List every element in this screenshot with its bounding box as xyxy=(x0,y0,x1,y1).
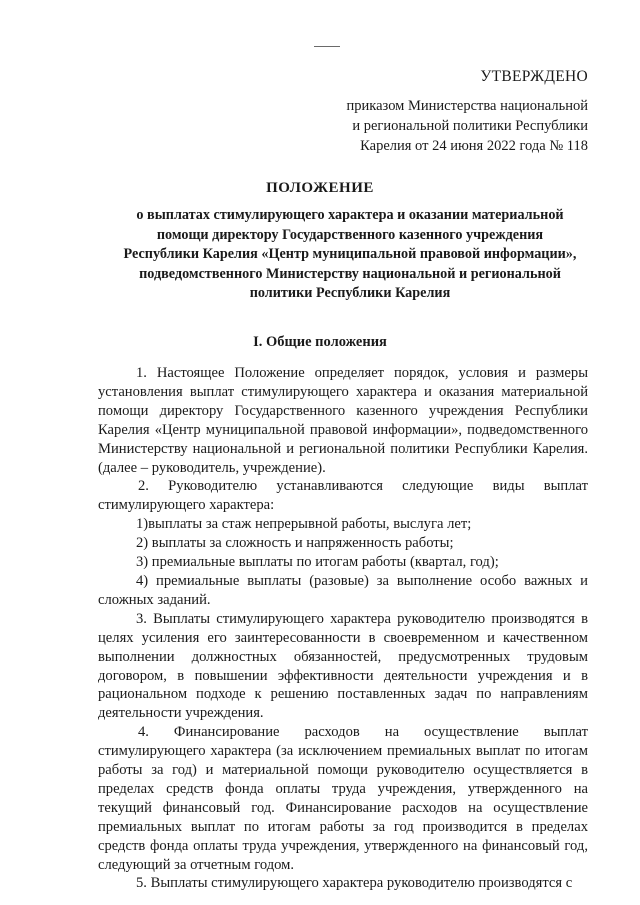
order-line: приказом Министерства национальной xyxy=(346,98,588,114)
document-title: ПОЛОЖЕНИЕ xyxy=(266,180,374,196)
paragraph-3: 3. Выплаты стимулирующего характера руководителю производятся в целях усиления его заинтересованности в своевременном и качественном выполнении должностных обязанностей, предусмотренных трудовым договором, в повышении эффективности деятельности учреждения и в рациональном подходе к решению поставленных задач по направлениям деятельности учреждения. xyxy=(98,610,588,722)
subtitle-line: политики Республики Карелия xyxy=(249,285,451,301)
order-line: и региональной политики Республики xyxy=(352,118,588,134)
list-item: 4) премиальные выплаты (разовые) за выполнение особо важных и сложных заданий. xyxy=(98,572,588,608)
approval-order-reference xyxy=(318,96,588,156)
subtitle-line: о выплатах стимулирующего характера и оказании материальной xyxy=(136,207,564,223)
list-item: 2) выплаты за сложность и напряженность работы; xyxy=(136,535,454,552)
approval-stamp-title: УТВЕРЖДЕНО xyxy=(480,68,588,85)
section-heading: I. Общие положения xyxy=(253,334,387,350)
list-item: 3) премиальные выплаты по итогам работы (квартал, год); xyxy=(136,554,499,571)
list-item: 1)выплаты за стаж непрерывной работы, выслуга лет; xyxy=(136,516,472,533)
paragraph-1: 1. Настоящее Положение определяет порядок, условия и размеры установления выплат стимулирующего характера и оказания материальной помощи директору Государственного казенного учреждения Республики Карелия «Центр муниципальной правовой информации», подведомственного Министерству национальной и региональной политики Республики Карелия. (далее – руководитель, учреждение). xyxy=(98,365,588,476)
document-subtitle xyxy=(100,206,600,304)
paragraph-4: 4. Финансирование расходов на осуществление выплат стимулирующего характера (за исключением премиальных выплат по итогам работы за год) и материальной помощи руководителю осуществляется в пределах средств фонда оплаты труда учреждения, утвержденного на текущий финансовый год. Финансирование расходов на осуществление премиальных выплат по итогам работы за год производится в пределах средств фонда оплаты труда учреждения, утвержденного на финансовый год, следующий за отчетным годом. xyxy=(98,724,588,873)
scan-mark xyxy=(314,46,340,47)
subtitle-line: Республики Карелия «Центр муниципальной правовой информации», xyxy=(123,246,577,262)
paragraph-5: 5. Выплаты стимулирующего характера руководителю производятся с xyxy=(136,875,573,892)
order-line: Карелия от 24 июня 2022 года № 118 xyxy=(360,138,588,154)
document-body xyxy=(98,364,588,893)
subtitle-line: подведомственного Министерству национальной и региональной xyxy=(139,265,561,282)
paragraph-2: 2. Руководителю устанавливаются следующие виды выплат стимулирующего характера: xyxy=(98,478,588,514)
subtitle-line: помощи директору Государственного казенного учреждения xyxy=(156,226,544,243)
